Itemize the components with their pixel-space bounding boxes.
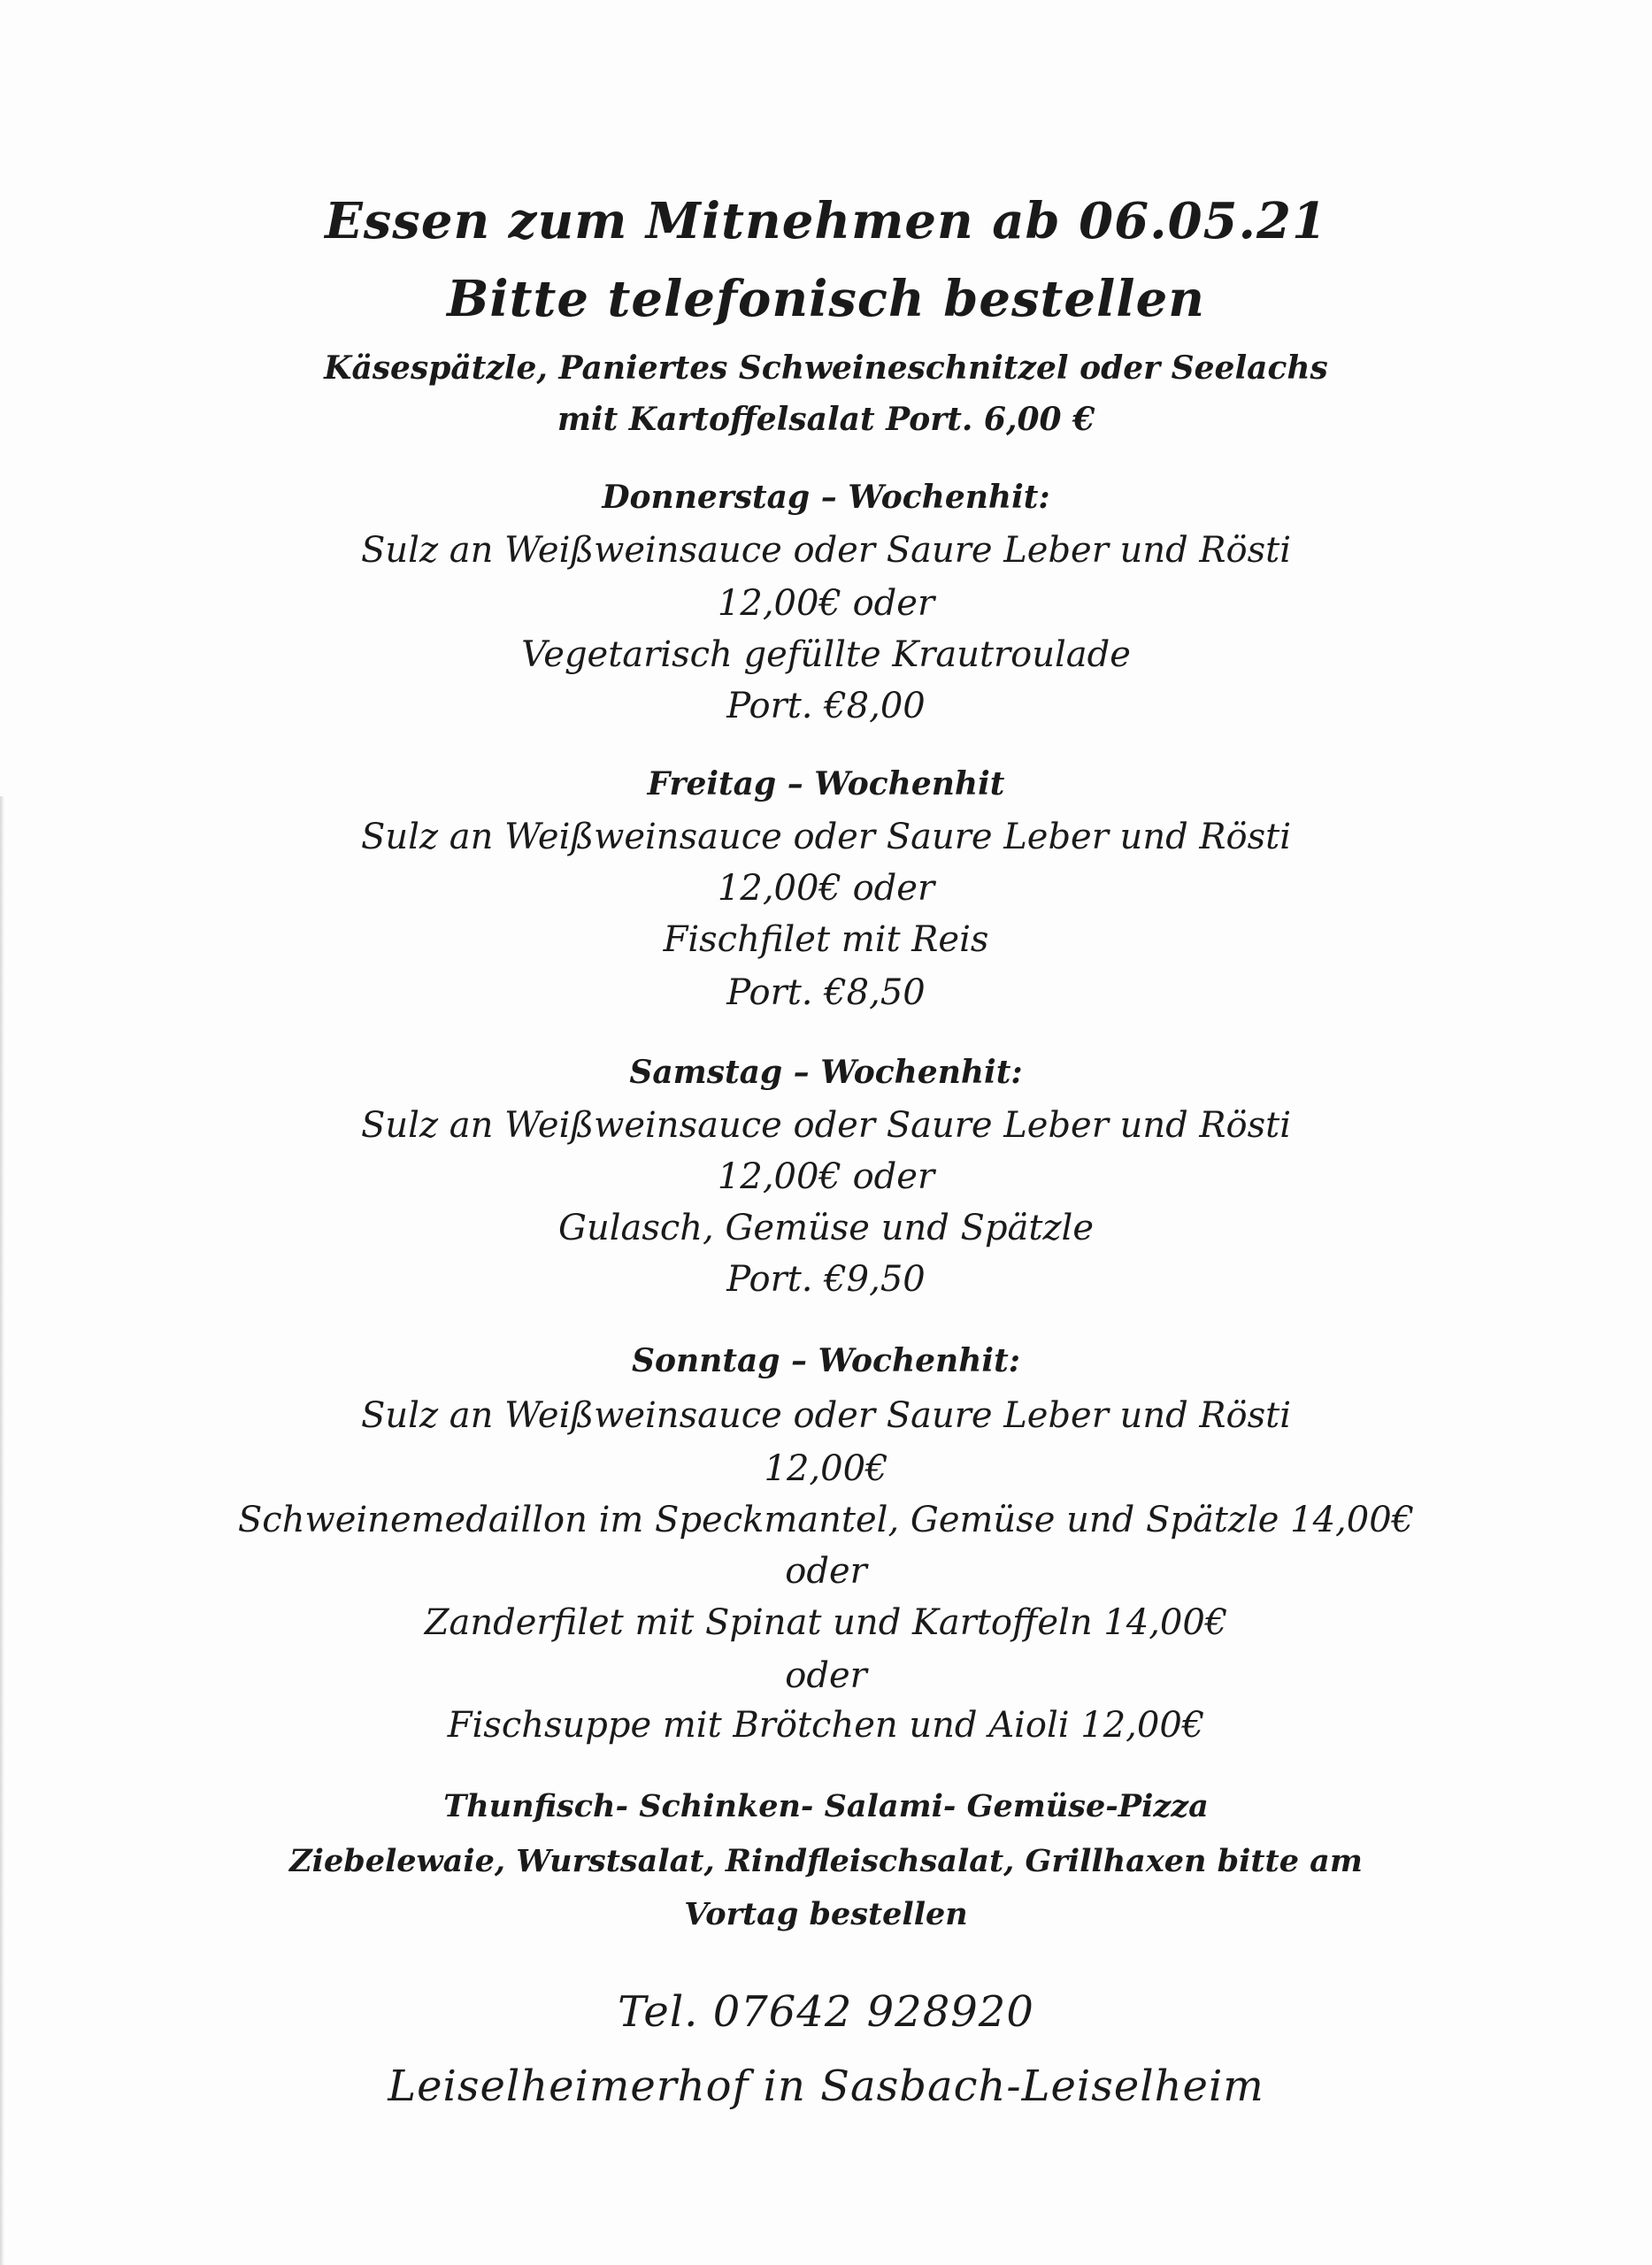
day-saturday-line: 12,00€ oder [717,1156,935,1197]
standard-side-price: mit Kartoffelsalat Port. 6,00 € [557,401,1095,438]
day-saturday-title: Samstag – Wochenhit: [629,1054,1023,1091]
day-friday-line: Port. €8,50 [726,972,926,1013]
day-sunday-line: oder [785,1551,867,1592]
preorder-line: Ziebelewaie, Wurstsalat, Rindfleischsalat, Grillhaxen bitte am [289,1843,1363,1879]
day-sunday-title: Sonntag – Wochenhit: [632,1342,1020,1379]
day-thursday-line: Vegetarisch gefüllte Krautroulade [521,634,1131,675]
day-saturday-line: Sulz an Weißweinsauce oder Saure Leber und Rösti [361,1105,1291,1146]
menu-title: Essen zum Mitnehmen ab 06.05.21 [325,192,1327,250]
pizza-line: Thunfisch- Schinken- Salami- Gemüse-Pizza [443,1788,1209,1824]
day-sunday-line: Fischsuppe mit Brötchen und Aioli 12,00€ [447,1705,1205,1746]
preorder-line: Vortag bestellen [684,1896,968,1932]
day-thursday-line: Sulz an Weißweinsauce oder Saure Leber und Rösti [361,530,1291,571]
day-friday-line: Sulz an Weißweinsauce oder Saure Leber und Rösti [361,817,1291,857]
day-thursday-title: Donnerstag – Wochenhit: [602,479,1050,516]
day-friday-line: 12,00€ oder [717,868,935,909]
day-thursday-line: 12,00€ oder [717,583,935,624]
restaurant-location: Leiselheimerhof in Sasbach-Leiselheim [388,2062,1264,2111]
day-friday-line: Fischfilet mit Reis [663,919,989,960]
menu-subtitle: Bitte telefonisch bestellen [447,270,1205,328]
day-friday-title: Freitag – Wochenhit [647,765,1005,802]
day-saturday-line: Port. €9,50 [726,1259,926,1300]
phone-number: Tel. 07642 928920 [618,1987,1034,2037]
day-sunday-line: oder [785,1655,867,1696]
standard-dishes: Käsespätzle, Paniertes Schweineschnitzel oder Seelachs [324,349,1328,387]
day-saturday-line: Gulasch, Gemüse und Spätzle [557,1208,1095,1248]
day-sunday-line: 12,00€ [764,1448,888,1489]
day-sunday-line: Schweinemedaillon im Speckmantel, Gemüse und Spätzle 14,00€ [237,1500,1415,1540]
day-sunday-line: Zanderfilet mit Spinat und Kartoffeln 14,00€ [424,1602,1228,1643]
day-sunday-line: Sulz an Weißweinsauce oder Saure Leber und Rösti [361,1395,1291,1436]
day-thursday-line: Port. €8,00 [726,686,926,726]
